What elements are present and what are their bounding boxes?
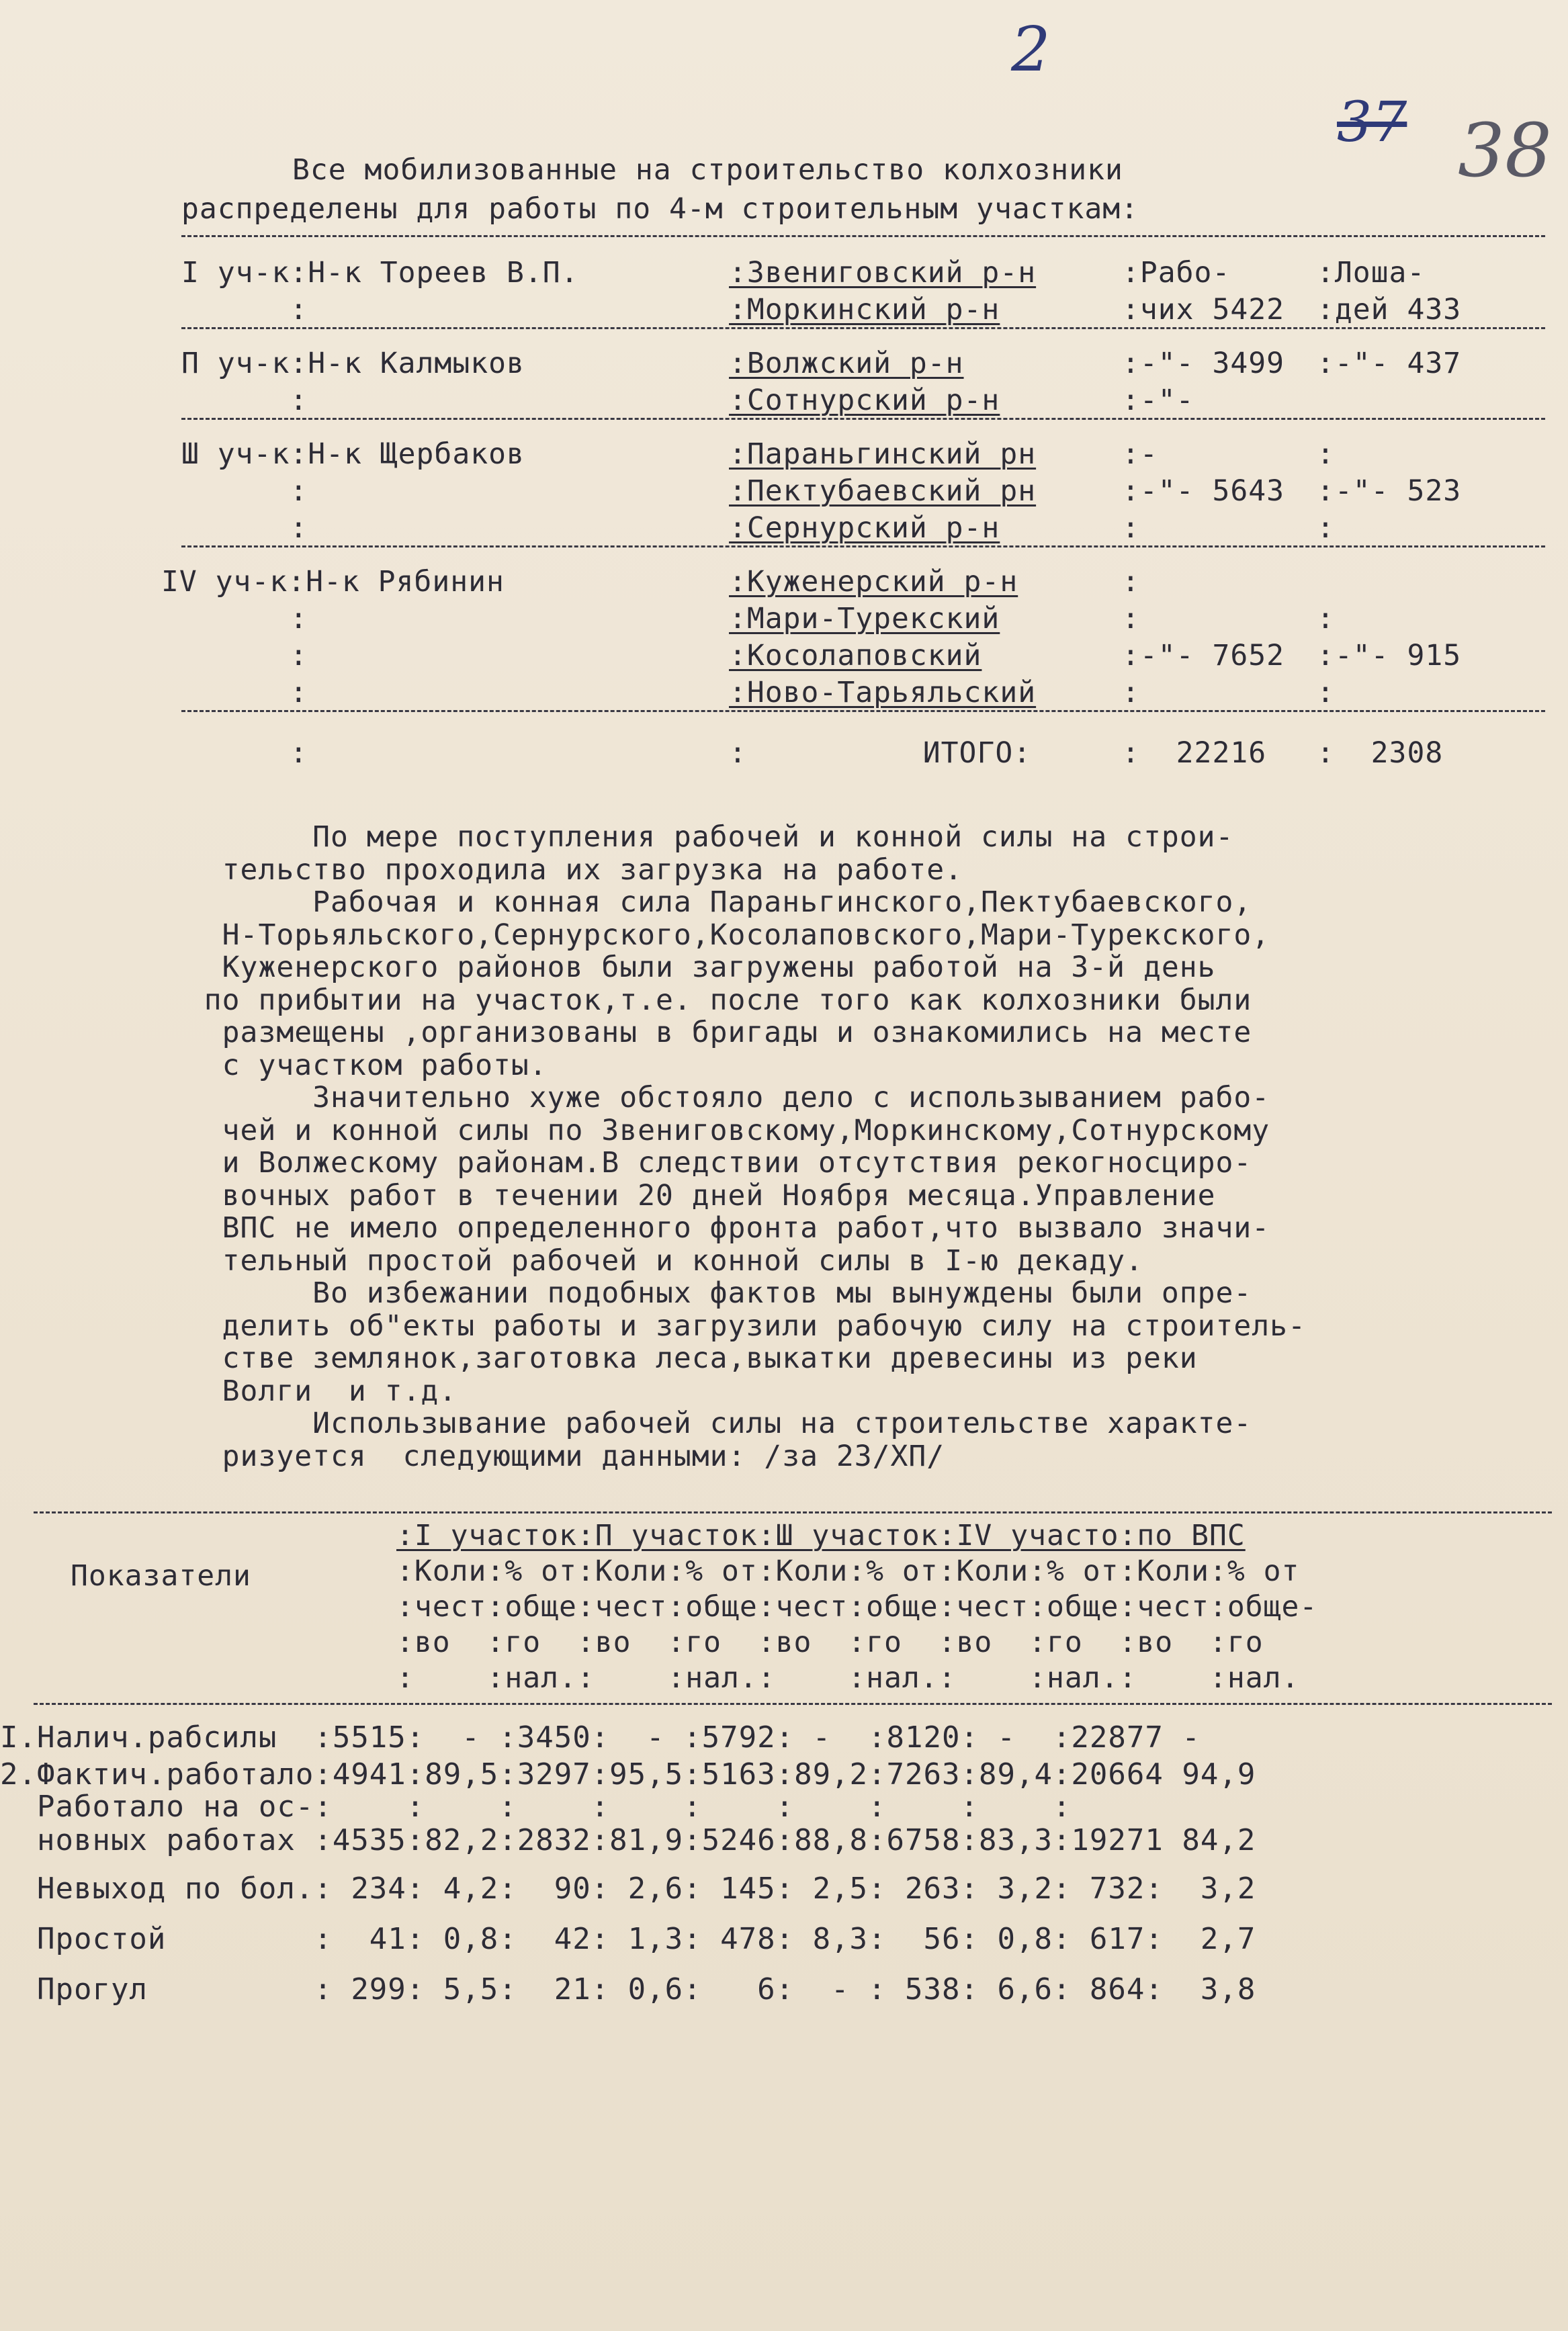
total-cell: ИТОГО: xyxy=(887,736,1032,770)
district-cell: :-"- 7652 xyxy=(1122,639,1284,672)
district-cell: :- xyxy=(1122,437,1158,471)
district-cell: : xyxy=(1122,676,1140,709)
body-text-line: ризуется следующими данными: /за 23/ХП/ xyxy=(168,1439,945,1473)
district-cell: : xyxy=(181,676,308,709)
district-cell: :Сотнурский р-н xyxy=(729,384,1000,417)
total-cell: : xyxy=(181,736,308,770)
district-cell: : xyxy=(181,384,308,417)
district-cell: :-"- 437 xyxy=(1317,347,1462,380)
body-text-line: тельство проходила их загрузка на работе. xyxy=(168,852,963,887)
district-cell: :-"- 3499 xyxy=(1122,347,1284,380)
body-text-line: стве землянок,заготовка леса,выкатки древесины из реки xyxy=(168,1342,1198,1375)
district-cell: :-"- 5643 xyxy=(1122,474,1284,508)
body-text-line: ВПС не имело определенного фронта работ,что вызвало значи- xyxy=(168,1211,1270,1245)
intro-line-2: распределены для работы по 4-м строительным участкам: xyxy=(181,192,1139,226)
district-cell: : xyxy=(1317,602,1335,635)
district-cell: : xyxy=(1317,676,1335,709)
table1-section-rule xyxy=(181,710,1545,712)
district-cell: : xyxy=(181,293,308,326)
body-text-line: Значительно хуже обстояло дело с использыванием рабо- xyxy=(168,1081,1270,1114)
district-cell: : xyxy=(1317,511,1335,545)
district-cell: : xyxy=(1122,602,1140,635)
table2-header-line: :чест:обще:чест:обще:чест:обще:чест:обще:чест:обще- xyxy=(396,1590,1318,1624)
district-cell: :Сернурский р-н xyxy=(729,511,1000,545)
body-text-line: с участком работы. xyxy=(168,1048,548,1082)
body-text-line: по прибытии на участок,т.е. после того как колхозники были xyxy=(168,983,1252,1017)
table2-row: Прогул : 299: 5,5: 21: 0,6: 6: - : 538: 6,6: 864: 3,8 xyxy=(0,1972,1256,2007)
table2-rule-top xyxy=(34,1511,1552,1513)
district-cell: IV уч-к:Н-к Рябинин xyxy=(161,565,505,599)
district-cell: :-"- 523 xyxy=(1317,474,1462,508)
table2-row: Работало на ос-: : : : : : : : : xyxy=(0,1790,1072,1824)
body-text-line: делить об"екты работы и загрузили рабочую силу на строитель- xyxy=(168,1309,1306,1343)
district-cell: :Ново-Тарьяльский xyxy=(729,676,1037,709)
table2-header-line: :I участок:П участок:Ш участок:IV участо:по ВПС xyxy=(396,1519,1246,1552)
body-text-line: Рабочая и конная сила Параньгинского,Пектубаевского, xyxy=(168,885,1252,919)
body-text-line: Во избежании подобных фактов мы вынуждены были опре- xyxy=(168,1276,1252,1310)
district-cell: : xyxy=(181,639,308,672)
new-folio-number: 38 xyxy=(1458,107,1552,193)
district-cell: :-"- xyxy=(1122,384,1194,417)
district-cell: :-"- 915 xyxy=(1317,639,1462,672)
total-cell: : 22216 xyxy=(1122,736,1267,770)
table1-section-rule xyxy=(181,545,1545,547)
table2-header-line: :во :го :во :го :во :го :во :го :во :го xyxy=(396,1626,1264,1659)
body-text-line: Волги и т.д. xyxy=(168,1374,458,1408)
body-text-line: размещены ,организованы в бригады и ознакомились на месте xyxy=(168,1016,1252,1049)
table1-section-rule xyxy=(181,418,1545,420)
district-cell: : xyxy=(1122,565,1140,599)
district-cell: : xyxy=(181,511,308,545)
table2-header-line: :Коли:% от:Коли:% от:Коли:% от:Коли:% от:Коли:% от xyxy=(396,1554,1300,1588)
table1-section-rule xyxy=(181,327,1545,329)
table2-row: Невыход по бол.: 234: 4,2: 90: 2,6: 145: 2,5: 263: 3,2: 732: 3,2 xyxy=(0,1872,1256,1906)
district-cell: :Мари-Турекский xyxy=(729,602,1000,635)
district-cell: : xyxy=(1122,511,1140,545)
table2-row: Простой : 41: 0,8: 42: 1,3: 478: 8,3: 56: 0,8: 617: 2,7 xyxy=(0,1922,1256,1956)
district-cell: :Лоша- xyxy=(1317,256,1426,290)
old-folio-number: 37 xyxy=(1337,91,1407,155)
district-cell: I уч-к:Н-к Тореев В.П. xyxy=(181,256,579,290)
body-text-line: Использывание рабочей силы на строительстве характе- xyxy=(168,1407,1252,1440)
district-cell: :Моркинский р-н xyxy=(729,293,1000,326)
district-cell: :дей 433 xyxy=(1317,293,1462,326)
district-cell: :Параньгинский рн xyxy=(729,437,1037,471)
district-cell: :Косолаповский xyxy=(729,639,982,672)
district-cell: : xyxy=(1317,437,1335,471)
table2-row: новных работах :4535:82,2:2832:81,9:5246:88,8:6758:83,3:19271 84,2 xyxy=(0,1823,1256,1857)
page-number-handwritten: 2 xyxy=(1011,13,1051,85)
district-cell: :чих 5422 xyxy=(1122,293,1284,326)
body-text-line: Куженерского районов были загружены работой на 3-й день xyxy=(168,951,1216,984)
body-text-line: Н-Торьяльского,Сернурского,Косолаповского,Мари-Турекского, xyxy=(168,918,1270,952)
table2-rule-mid xyxy=(34,1703,1552,1705)
table2-row: 2.Фактич.работало:4941:89,5:3297:95,5:5163:89,2:7263:89,4:20664 94,9 xyxy=(0,1757,1256,1792)
table2-row: I.Налич.рабсилы :5515: - :3450: - :5792: - :8120: - :22877 - xyxy=(0,1720,1201,1755)
district-cell: :Пектубаевский рн xyxy=(729,474,1037,508)
total-cell: : xyxy=(729,736,747,770)
table2-row-label-header: Показатели xyxy=(71,1559,251,1593)
body-text-line: и Волжескому районам.В следствии отсутствия рекогносциро- xyxy=(168,1146,1252,1180)
district-cell: Ш уч-к:Н-к Щербаков xyxy=(181,437,525,471)
table1-rule-top xyxy=(181,235,1545,237)
district-cell: :Куженерский р-н xyxy=(729,565,1018,599)
district-cell: :Звениговский р-н xyxy=(729,256,1037,290)
total-cell: : 2308 xyxy=(1317,736,1444,770)
district-cell: : xyxy=(181,602,308,635)
district-cell: П уч-к:Н-к Калмыков xyxy=(181,347,525,380)
district-cell: :Рабо- xyxy=(1122,256,1231,290)
body-text-line: чей и конной силы по Звениговскому,Моркинскому,Сотнурскому xyxy=(168,1113,1270,1147)
intro-line-1: Все мобилизованные на строительство колхозники xyxy=(292,153,1123,187)
body-text-line: По мере поступления рабочей и конной силы на строи- xyxy=(168,820,1234,854)
body-text-line: тельный простой рабочей и конной силы в I-ю декаду. xyxy=(168,1243,1143,1278)
body-text-line: вочных работ в течении 20 дней Ноября месяца.Управление xyxy=(168,1178,1216,1213)
district-cell: :Волжский р-н xyxy=(729,347,964,380)
district-cell: : xyxy=(181,474,308,508)
table2-header-line: : :нал.: :нал.: :нал.: :нал.: :нал. xyxy=(396,1661,1300,1695)
